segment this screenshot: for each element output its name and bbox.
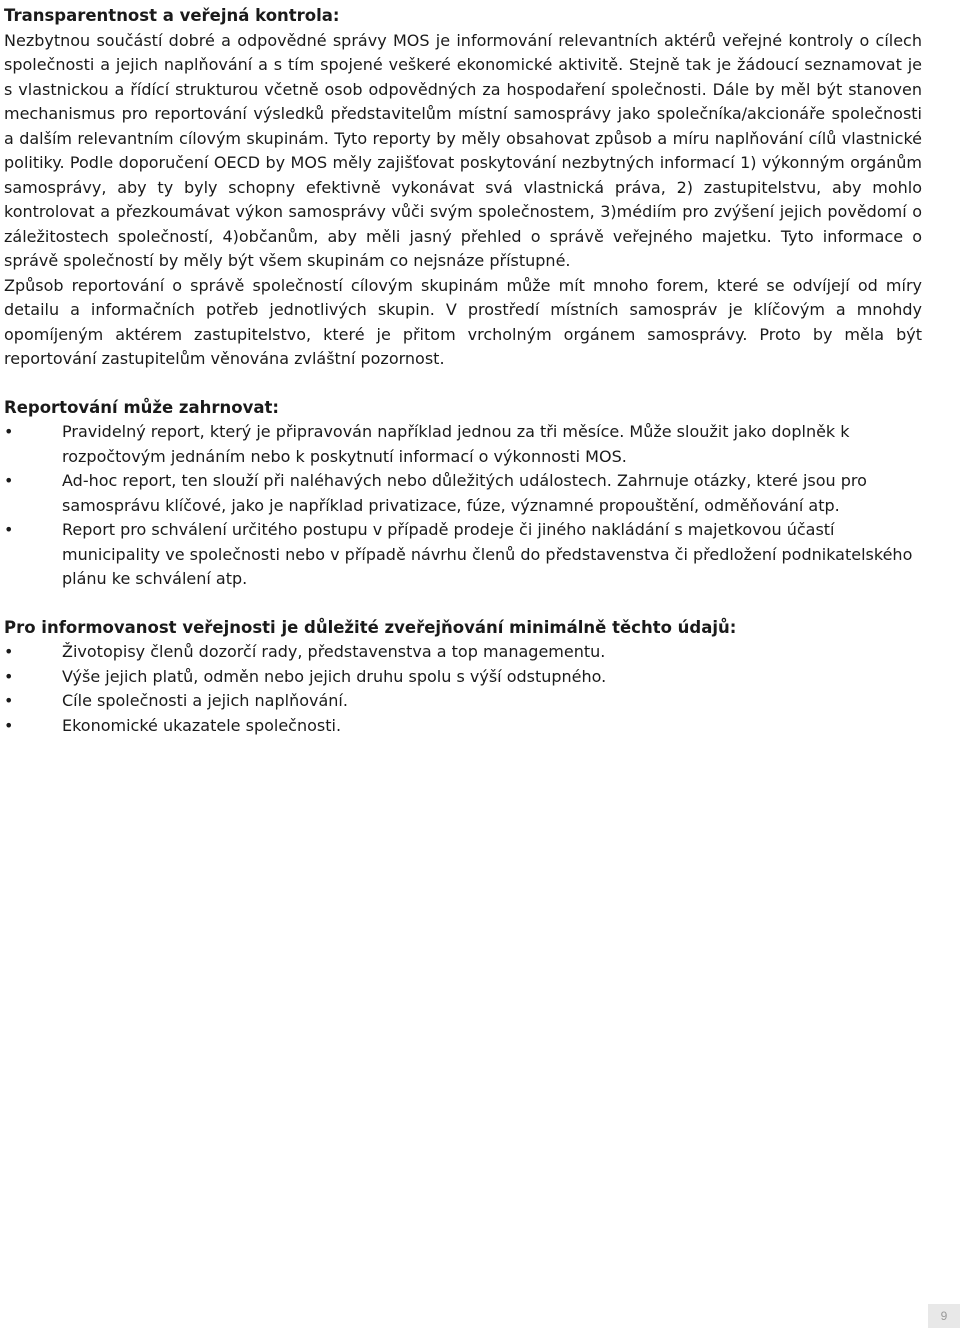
section-heading-public-disclosure: Pro informovanost veřejnosti je důležité zveřejňování minimálně těchto údajů: xyxy=(4,617,737,637)
reporting-list xyxy=(4,420,922,592)
paragraph-reporting-forms: Způsob reportování o správě společností cílovým skupinám může mít mnoho forem, které se odvíjejí od míry detailu a informačních potřeb jednotlivých skupin. V prostředí místních samospráv je klíčovým a mnohdy opomíjeným aktérem zastupitelstvo, které je přitom vrcholným orgánem samosprávy. Proto by měla být reportování zastupitelům věnována zvláštní pozornost. xyxy=(4,275,922,368)
spacer xyxy=(4,372,922,396)
list-item xyxy=(4,665,922,690)
bullet-icon: • xyxy=(4,691,14,710)
disclosure-list xyxy=(4,640,922,738)
list-item-text: Výše jejich platů, odměn nebo jejich druhu spolu s výší odstupného. xyxy=(62,666,607,686)
list-item xyxy=(4,469,922,518)
bullet-icon: • xyxy=(4,471,14,490)
list-item xyxy=(4,714,922,739)
page-number: 9 xyxy=(928,1304,960,1328)
list-item xyxy=(4,640,922,665)
section-heading-transparency: Transparentnost a veřejná kontrola: xyxy=(4,6,340,25)
paragraph-transparency: Nezbytnou součástí dobré a odpovědné správy MOS je informování relevantních aktérů veřejné kontroly o cílech společnosti a jejich naplňování a s tím spojené veškeré ekonomické aktivitě. Stejně tak je žádoucí seznamovat je s vlastnickou a řídící strukturou včetně osob odpovědných za hospodaření společnosti. Dále by měl být stanoven mechanismus pro reportování výsledků představitelům místní samosprávy jako společníka/akcionáře společnosti a dalším relevantním cílovým skupinám. Tyto reporty by měly obsahovat způsob a míru naplňování cílů vlastnické politiky. Podle doporučení OECD by MOS měly zajišťovat poskytování nezbytných informací 1) výkonným orgánům samosprávy, aby ty byly schopny efektivně vykonávat svá vlastnická práva, 2) zastupitelstvu, aby mohlo kontrolovat a přezkoumávat výkon samosprávy vůči svým společnostem, 3)médiím pro zvýšení jejich povědomí o záležitostech společností, 4)občanům, aby měli jasný přehled o správě veřejného majetku. Tyto informace o správě společností by měly být všem skupinám co nejsnáze přístupné. xyxy=(4,30,922,270)
list-item-text: Pravidelný report, který je připravován například jednou za tři měsíce. Může sloužit jako doplněk k rozpočtovým jednáním nebo k poskytnutí informací o výkonnosti MOS. xyxy=(62,422,850,466)
document-page xyxy=(4,4,922,738)
list-item-text: Ekonomické ukazatele společnosti. xyxy=(62,715,342,735)
list-item xyxy=(4,518,922,592)
list-item xyxy=(4,689,922,714)
section-heading-reporting: Reportování může zahrnovat: xyxy=(4,397,279,417)
list-item xyxy=(4,420,922,469)
list-item-text: Ad-hoc report, ten slouží při naléhavých nebo důležitých událostech. Zahrnuje otázky, které jsou pro samosprávu klíčové, jako je například privatizace, fúze, významné propouštění, odměňování atp. xyxy=(62,471,867,515)
list-item-text: Životopisy členů dozorčí rady, představenstva a top managementu. xyxy=(62,642,606,661)
bullet-icon: • xyxy=(4,422,14,441)
bullet-icon: • xyxy=(4,520,14,539)
list-item-text: Cíle společnosti a jejich naplňování. xyxy=(62,691,348,710)
bullet-icon: • xyxy=(4,666,14,686)
list-item-text: Report pro schválení určitého postupu v případě prodeje či jiného nakládání s majetkovou účastí municipality ve společnosti nebo v případě návrhu členů do představenstva či předložení podnikatelského plánu ke schválení atp. xyxy=(62,520,913,588)
spacer xyxy=(4,592,922,616)
bullet-icon: • xyxy=(4,715,14,735)
bullet-icon: • xyxy=(4,642,14,661)
